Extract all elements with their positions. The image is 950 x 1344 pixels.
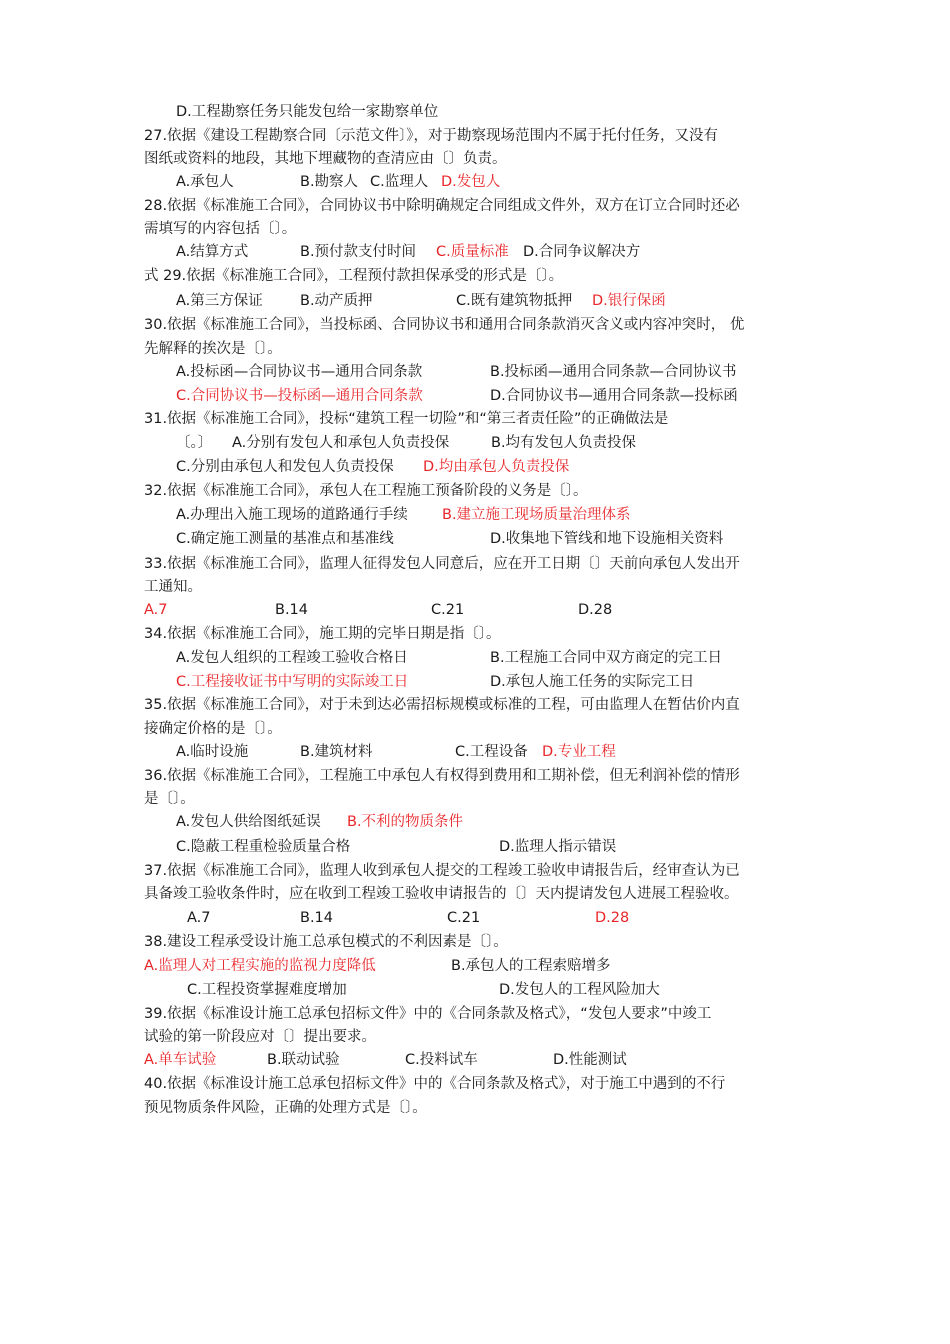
q31-stem-line2: 〔。〕 (176, 435, 213, 451)
q29-option-a: A.第三方保证 (176, 293, 263, 309)
q33-stem-line1: 33.依据《标准施工合同》，监理人征得发包人同意后，应在开工日期〔〕天前向承包人发出开 (144, 556, 740, 572)
q37-option-a: A.7 (187, 910, 211, 926)
q36-option-a: A.发包人供给图纸延误 (176, 814, 321, 830)
q30-option-c-answer: C.合同协议书—投标函—通用合同条款 (176, 388, 423, 404)
q35-option-c: C.工程设备 (455, 744, 528, 760)
q32-option-c: C.确定施工测量的基准点和基准线 (176, 531, 394, 547)
q37-stem-line1: 37.依据《标准施工合同》，监理人收到承包人提交的工程竣工验收申请报告后，经审查认为已 (144, 863, 740, 879)
q34-option-c-answer: C.工程接收证书中写明的实际竣工日 (176, 674, 409, 690)
q28-stem-line1: 28.依据《标准施工合同》，合同协议书中除明确规定合同组成文件外，双方在订立合同时还必 (144, 198, 740, 214)
q32-option-a: A.办理出入施工现场的道路通行手续 (176, 507, 408, 523)
q33-option-c: C.21 (431, 602, 465, 618)
q27-option-a: A.承包人 (176, 174, 234, 190)
q39-option-d: D.性能测试 (553, 1052, 627, 1068)
q38-option-b: B.承包人的工程索赔增多 (451, 958, 611, 974)
q27-option-d-answer: D.发包人 (441, 174, 501, 190)
q31-option-d-answer: D.均由承包人负责投保 (423, 459, 570, 475)
q38-stem-line1: 38.建设工程承受设计施工总承包模式的不利因素是〔〕。 (144, 934, 508, 950)
q30-option-a: A.投标函—合同协议书—通用合同条款 (176, 364, 423, 380)
q39-stem-line1: 39.依据《标准设计施工总承包招标文件》中的《合同条款及格式》，“发包人要求”中竣工 (144, 1006, 712, 1022)
q32-stem-line1: 32.依据《标准施工合同》，承包人在工程施工预备阶段的义务是〔〕。 (144, 483, 588, 499)
q35-option-b: B.建筑材料 (300, 744, 373, 760)
q34-stem-line1: 34.依据《标准施工合同》，施工期的完毕日期是指〔〕。 (144, 626, 501, 642)
q33-option-b: B.14 (275, 602, 309, 618)
q40-stem-line1: 40.依据《标准设计施工总承包招标文件》中的《合同条款及格式》，对于施工中遇到的不行 (144, 1076, 726, 1092)
q37-option-d-answer: D.28 (595, 910, 630, 926)
q31-option-a: A.分别有发包人和承包人负责投保 (232, 435, 450, 451)
q32-option-d: D.收集地下管线和地下设施相关资料 (490, 531, 724, 547)
q30-option-b: B.投标函—通用合同条款—合同协议书 (490, 364, 737, 380)
q30-stem-line1: 30.依据《标准施工合同》，当投标函、合同协议书和通用合同条款消灭含义或内容冲突时， 优 (144, 317, 745, 333)
q30-stem-line2: 先解释的挨次是〔〕。 (144, 341, 282, 357)
q32-option-b-answer: B.建立施工现场质量治理体系 (442, 507, 631, 523)
q29-stem-row (144, 266, 563, 286)
q38-option-c: C.工程投资掌握难度增加 (187, 982, 347, 998)
q39-option-b: B.联动试验 (267, 1052, 340, 1068)
q36-option-d: D.监理人指示错误 (499, 839, 617, 855)
q37-stem-line2: 具备竣工验收条件时，应在收到工程竣工验收申请报告的〔〕天内提请发包人进展工程验收。 (144, 886, 739, 902)
q28-option-c-answer: C.质量标准 (436, 244, 509, 260)
q27-option-b: B.勘察人 (300, 174, 359, 190)
q36-option-c: C.隐蔽工程重检验质量合格 (176, 839, 351, 855)
q31-stem-line1: 31.依据《标准施工合同》，投标“建筑工程一切险”和“第三者责任险”的正确做法是 (144, 411, 669, 427)
q27-stem-line1: 27.依据《建设工程勘察合同〔示范文件〕》，对于勘察现场范围内不属于托付任务，又没有 (144, 128, 719, 144)
q35-option-d-answer: D.专业工程 (542, 744, 616, 760)
q34-option-a: A.发包人组织的工程竣工验收合格日 (176, 650, 408, 666)
q28-option-b: B.预付款支付时间 (300, 244, 417, 260)
q28-option-a: A.结算方式 (176, 244, 249, 260)
q29-stem-line1: 29.依据《标准施工合同》，工程预付款担保承受的形式是〔〕。 (163, 268, 564, 284)
q35-option-a: A.临时设施 (176, 744, 249, 760)
q39-option-a-answer: A.单车试验 (144, 1052, 217, 1068)
q33-option-a-answer: A.7 (144, 602, 168, 618)
q26-option-d: D.工程勘察任务只能发包给一家勘察单位 (176, 104, 439, 120)
q35-stem-line1: 35.依据《标准施工合同》，对于未到达必需招标规模或标准的工程，可由监理人在暂估价内直 (144, 697, 740, 713)
q35-stem-line2: 接确定价格的是〔〕。 (144, 721, 282, 737)
q28-option-d-continued: 式 (144, 268, 159, 284)
q37-option-c: C.21 (447, 910, 481, 926)
q27-option-c: C.监理人 (370, 174, 429, 190)
q36-option-b-answer: B.不利的物质条件 (347, 814, 464, 830)
q28-option-d: D.合同争议解决方 (523, 244, 641, 260)
q38-option-a-answer: A.监理人对工程实施的监视力度降低 (144, 958, 376, 974)
q40-stem-line2: 预见物质条件风险，正确的处理方式是〔〕。 (144, 1100, 427, 1116)
q29-option-c: C.既有建筑物抵押 (456, 293, 573, 309)
q39-stem-line2: 试验的第一阶段应对〔〕提出要求。 (144, 1029, 376, 1045)
q31-option-c: C.分别由承包人和发包人负责投保 (176, 459, 394, 475)
q36-stem-line2: 是〔〕。 (144, 791, 195, 807)
q31-option-b: B.均有发包人负责投保 (491, 435, 637, 451)
q36-stem-line1: 36.依据《标准施工合同》，工程施工中承包人有权得到费用和工期补偿，但无利润补偿的情形 (144, 768, 740, 784)
q34-option-d: D.承包人施工任务的实际完工日 (490, 674, 695, 690)
q30-option-d: D.合同协议书—通用合同条款—投标函 (490, 388, 738, 404)
q34-option-b: B.工程施工合同中双方商定的完工日 (490, 650, 723, 666)
q39-option-c: C.投料试车 (405, 1052, 478, 1068)
q28-stem-line2: 需填写的内容包括〔〕。 (144, 221, 297, 237)
q29-option-b: B.动产质押 (300, 293, 373, 309)
q33-stem-line2: 工通知。 (144, 579, 202, 595)
q37-option-b: B.14 (300, 910, 334, 926)
q33-option-d: D.28 (578, 602, 613, 618)
q29-option-d-answer: D.银行保函 (592, 293, 666, 309)
q27-stem-line2: 图纸或资料的地段，其地下埋藏物的查清应由〔〕负责。 (144, 151, 507, 167)
q38-option-d: D.发包人的工程风险加大 (499, 982, 660, 998)
